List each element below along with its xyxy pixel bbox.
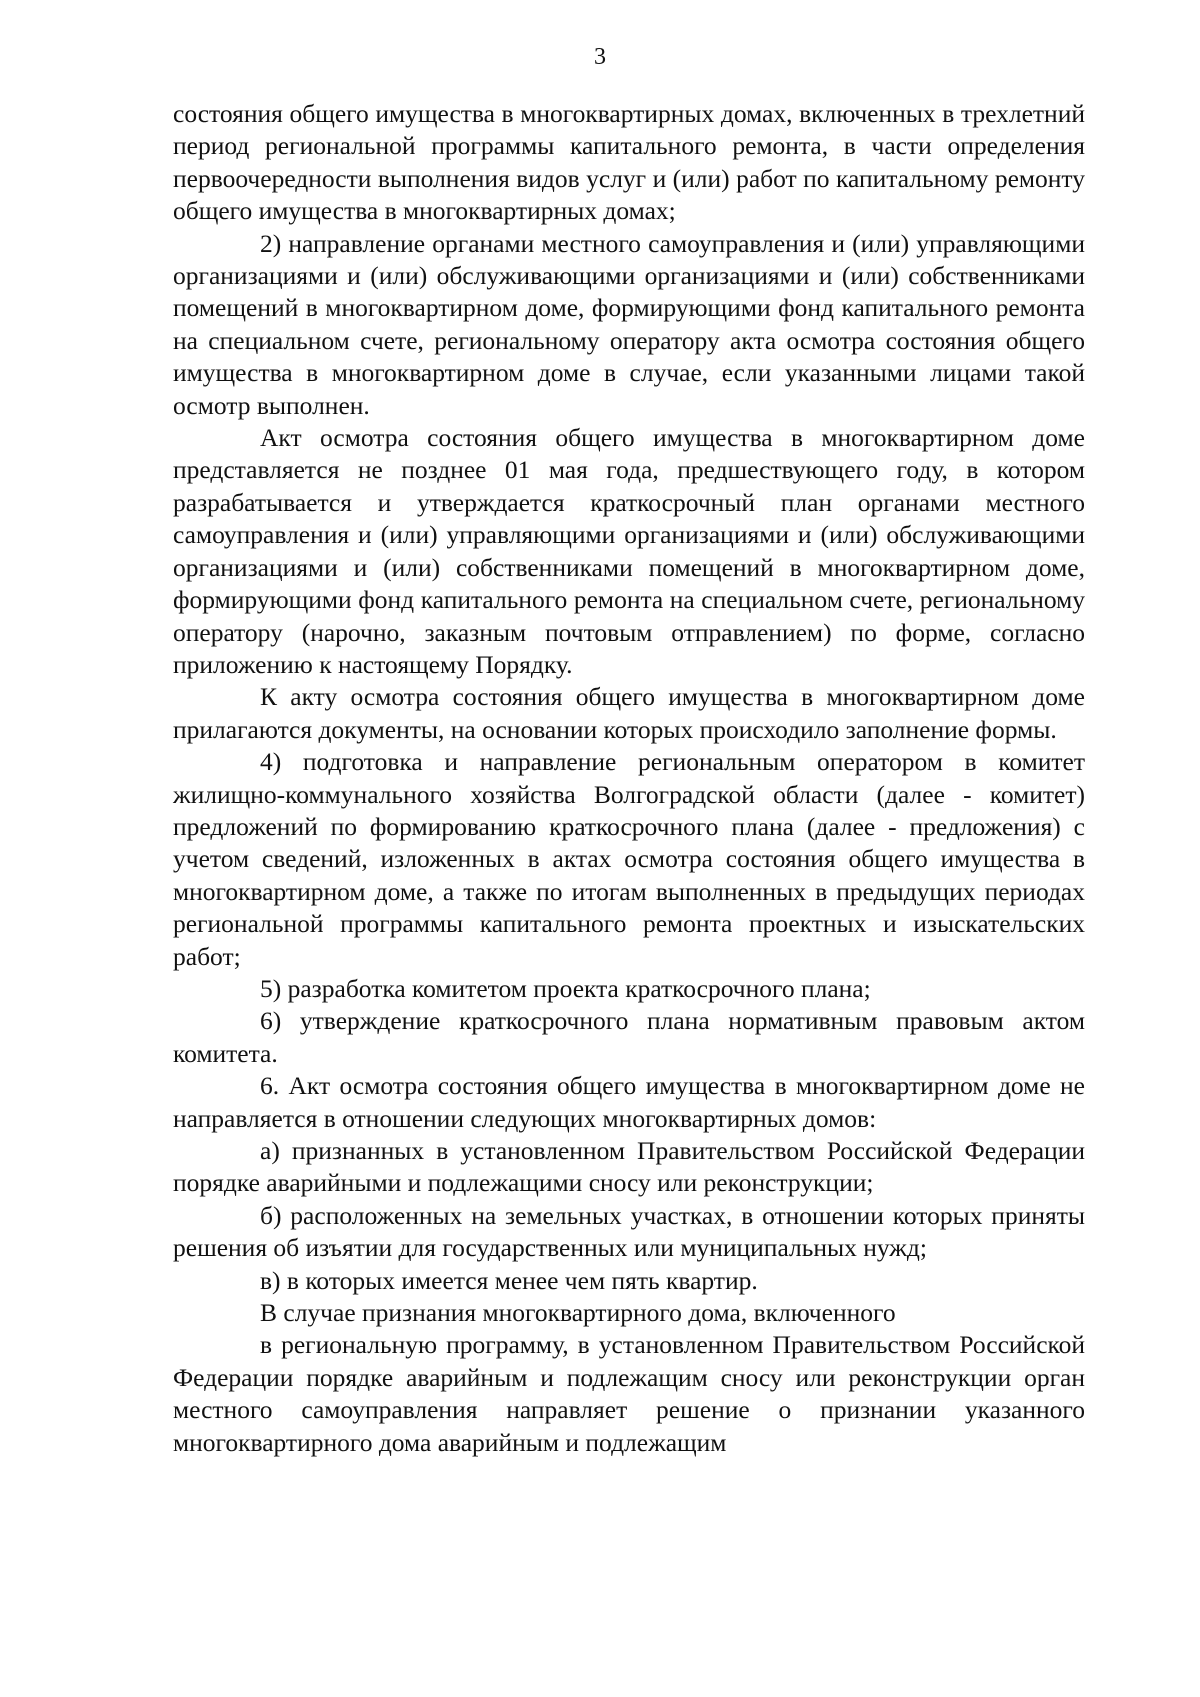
document-body (173, 98, 1085, 1459)
paragraph-item-4-proposals: 4) подготовка и направление региональным оператором в комитет жилищно-коммунального хозяйства Волгоградской области (далее - комитет) предложений по формированию краткосрочного плана (далее - предложения) с учетом сведений, изложенных в актах осмотра состояния общего имущества в многоквартирном доме, а также по итогам выполненных в предыдущих периодах региональной программы капитального ремонта проектных и изыскательских работ; (173, 747, 1085, 971)
paragraph-act-attachments: К акту осмотра состояния общего имущества в многоквартирном доме прилагаются документы, на основании которых происходило заполнение формы. (173, 682, 1085, 744)
paragraph-act-deadline: Акт осмотра состояния общего имущества в многоквартирном доме представляется не позднее 01 мая года, предшествующего году, в котором разрабатывается и утверждается краткосрочный план органами местного самоуправления и (или) управляющими организациями и (или) обслуживающими организациями и (или) собственниками помещений в многоквартирном доме, формирующими фонд капитального ремонта на специальном счете, региональному оператору (нарочно, заказным почтовым отправлением) по форме, согласно приложению к настоящему Порядку. (173, 423, 1085, 679)
paragraph-exception-c: в) в которых имеется менее чем пять квартир. (260, 1265, 758, 1295)
paragraph-emergency-case-start: В случае признания многоквартирного дома, включенного (260, 1298, 896, 1328)
paragraph-item-2-inspection-act: 2) направление органами местного самоуправления и (или) управляющими организациями и (или) обслуживающими организациями и (или) собственниками помещений в многоквартирном доме, формирующими фонд капитального ремонта на специальном счете, региональному оператору акта осмотра состояния общего имущества в многоквартирном доме в случае, если указанными лицами такой осмотр выполнен. (173, 228, 1085, 420)
page-number: 3 (594, 44, 606, 70)
paragraph-exception-b: б) расположенных на земельных участках, в отношении которых приняты решения об изъятии для государственных или муниципальных нужд; (173, 1200, 1085, 1263)
paragraph-exception-a: а) признанных в установленном Правительством Российской Федерации порядке аварийными и подлежащими сносу или реконструкции; (173, 1136, 1085, 1198)
paragraph-item-6-plan-approval: 6) утверждение краткосрочного плана нормативным правовым актом комитета. (173, 1006, 1085, 1068)
paragraph-item-5-draft-plan: 5) разработка комитетом проекта краткосрочного плана; (260, 973, 871, 1003)
paragraph-assessment-continuation: состояния общего имущества в многоквартирных домах, включенных в трехлетний период региональной программы капитального ремонта, в части определения первоочередности выполнения видов услуг и (или) работ по капитальному ремонту общего имущества в многоквартирных домах; (173, 99, 1085, 226)
paragraph-emergency-case-continuation: в региональную программу, в установленном Правительством Российской Федерации порядке аварийным и подлежащим сносу или реконструкции орган местного самоуправления направляет решение о признании указанного многоквартирного дома аварийным и подлежащим (173, 1330, 1085, 1457)
paragraph-section-6-exceptions: 6. Акт осмотра состояния общего имущества в многоквартирном доме не направляется в отношении следующих многоквартирных домов: (173, 1071, 1085, 1133)
